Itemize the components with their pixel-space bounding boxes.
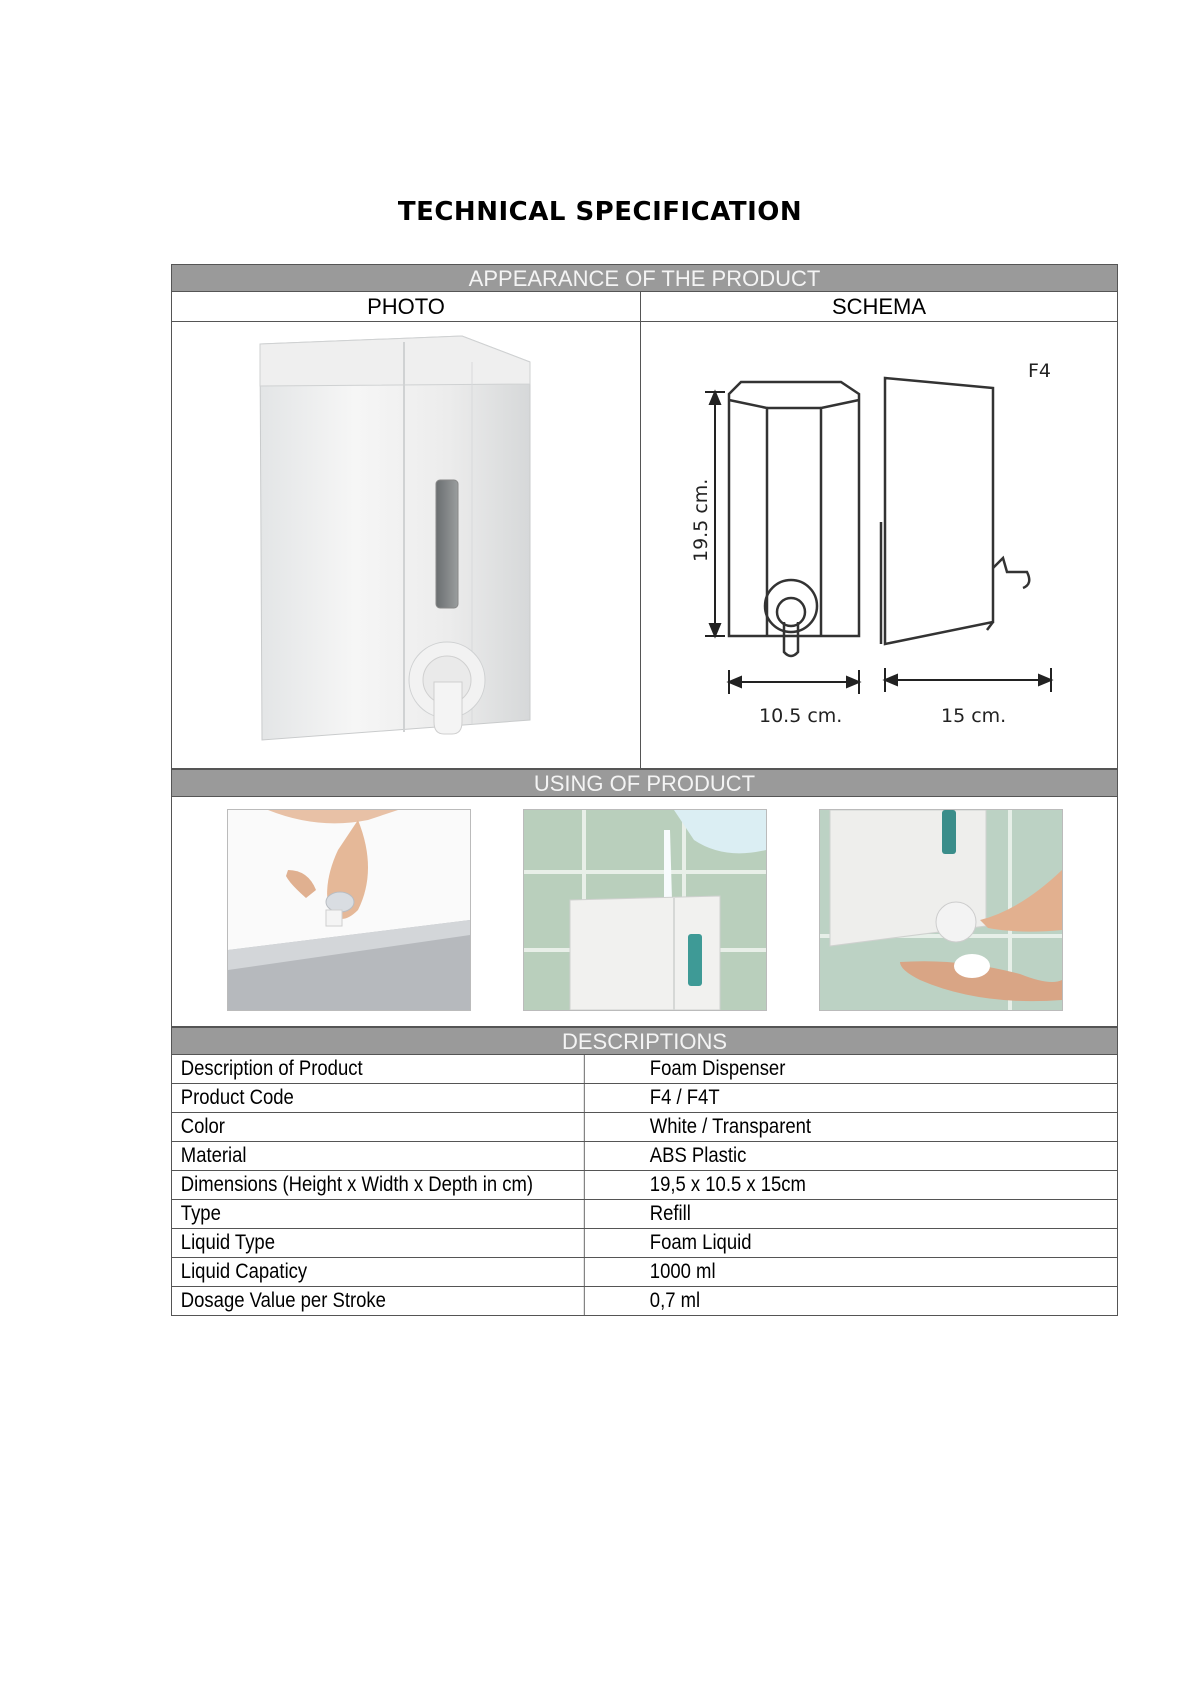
spec-value: Refill <box>649 1202 691 1225</box>
table-row <box>171 1113 1118 1142</box>
spec-key: Material <box>172 1142 585 1170</box>
spec-value: ABS Plastic <box>649 1144 747 1167</box>
usage-image-refill <box>523 809 767 1011</box>
schema-model-label: F4 <box>1028 360 1052 382</box>
product-schema <box>641 322 1117 768</box>
table-row <box>171 1171 1118 1200</box>
spec-value: 0,7 ml <box>649 1289 701 1312</box>
spec-key: Liquid Type <box>172 1229 585 1257</box>
table-row <box>171 1055 1118 1084</box>
spec-key: Description of Product <box>172 1055 585 1083</box>
spec-key: Liquid Capaticy <box>172 1258 585 1286</box>
appearance-band: APPEARANCE OF THE PRODUCT <box>171 264 1118 292</box>
usage-image-open-lid <box>227 809 471 1011</box>
usage-images-row <box>171 797 1118 1027</box>
table-row <box>171 1142 1118 1171</box>
spec-key: Color <box>172 1113 585 1141</box>
spec-key: Dimensions (Height x Width x Depth in cm) <box>172 1171 585 1199</box>
table-row <box>171 1287 1118 1316</box>
appearance-images-row <box>171 322 1118 769</box>
spec-value: Foam Dispenser <box>649 1057 786 1080</box>
product-photo <box>172 322 641 768</box>
dim-depth-label: 15 cm. <box>941 705 1007 727</box>
dim-width-label: 10.5 cm. <box>759 705 843 727</box>
spec-sheet <box>171 264 1118 1316</box>
spec-value: 19,5 x 10.5 x 15cm <box>649 1173 806 1196</box>
using-band: USING OF PRODUCT <box>171 769 1118 797</box>
spec-key: Dosage Value per Stroke <box>172 1287 585 1315</box>
table-row <box>171 1258 1118 1287</box>
schema-front-view <box>729 382 859 656</box>
spec-value: White / Transparent <box>649 1115 812 1138</box>
photo-header: PHOTO <box>172 292 641 321</box>
schema-header: SCHEMA <box>831 294 927 319</box>
schema-side-view <box>881 378 1029 644</box>
table-row <box>171 1229 1118 1258</box>
usage-image-dispense-foam <box>819 809 1063 1011</box>
spec-value: Foam Liquid <box>649 1231 752 1254</box>
spec-value: F4 / F4T <box>649 1086 720 1109</box>
table-row <box>171 1084 1118 1113</box>
table-row <box>171 1200 1118 1229</box>
spec-value: 1000 ml <box>649 1260 716 1283</box>
schema-dimension-lines <box>705 392 1051 694</box>
descriptions-band: DESCRIPTIONS <box>171 1027 1118 1055</box>
appearance-header-row <box>171 292 1118 322</box>
descriptions-table <box>171 1055 1118 1316</box>
dim-height-label: 19.5 cm. <box>690 478 712 562</box>
page-title: TECHNICAL SPECIFICATION <box>397 197 803 227</box>
spec-key: Product Code <box>172 1084 585 1112</box>
spec-key: Type <box>172 1200 585 1228</box>
